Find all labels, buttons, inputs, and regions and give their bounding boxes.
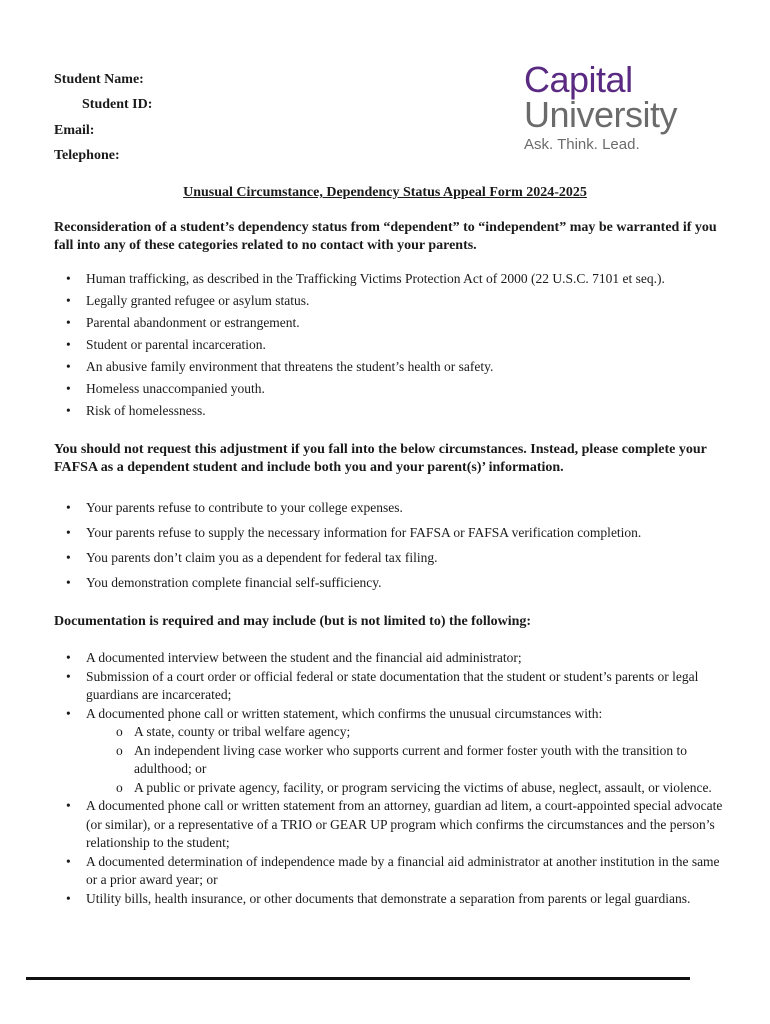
list-item: • Parental abandonment or estrangement. — [54, 312, 734, 334]
list-item: • Submission of a court order or official federal or state documentation that the student or student’s parents or legal guardians are incarcerated; — [54, 668, 734, 705]
list-item: • You demonstration complete financial self-sufficiency. — [54, 570, 734, 595]
list-item: • You parents don’t claim you as a dependent for federal tax filing. — [54, 545, 734, 570]
logo-tagline: Ask. Think. Lead. — [524, 136, 640, 153]
list-item: • A documented interview between the student and the financial aid administrator; — [54, 649, 734, 668]
section1-list — [54, 268, 734, 422]
list-item: • A documented phone call or written statement from an attorney, guardian ad litem, a court-appointed special advocate (or similar), or a representative of a TRIO or GEAR UP program which confirms the circumstances and the person’s relationship to the student; — [54, 797, 734, 853]
logo-line2: University — [524, 94, 678, 135]
section2-list — [54, 495, 734, 595]
list-item: • Human trafficking, as described in the Trafficking Victims Protection Act of 2000 (22 U.S.C. 7101 et seq.). — [54, 268, 734, 290]
student-id-label: Student ID: — [82, 97, 153, 112]
list-item — [54, 705, 734, 798]
list-item-text: A documented phone call or written statement, which confirms the unusual circumstances with: — [86, 705, 603, 721]
list-item: • Student or parental incarceration. — [54, 334, 734, 356]
list-item: • A documented determination of independence made by a financial aid administrator at another institution in the same or a prior award year; or — [54, 853, 734, 890]
logo-line1: Capital — [524, 59, 633, 100]
capital-university-logo — [524, 59, 714, 153]
footer-rule — [26, 977, 690, 980]
email-label: Email: — [54, 123, 95, 138]
list-item: • An abusive family environment that threatens the student’s health or safety. — [54, 356, 734, 378]
sub-list-item: o A state, county or tribal welfare agency; — [86, 723, 734, 742]
list-item: • Utility bills, health insurance, or other documents that demonstrate a separation from parents or legal guardians. — [54, 890, 734, 909]
form-title: Unusual Circumstance, Dependency Status Appeal Form 2024-2025 — [183, 185, 587, 200]
student-name-label: Student Name: — [54, 72, 144, 87]
section3-list — [54, 649, 734, 908]
list-item: • Legally granted refugee or asylum status. — [54, 290, 734, 312]
sub-list-item: o A public or private agency, facility, or program servicing the victims of abuse, neglect, assault, or violence. — [86, 779, 734, 798]
section1-intro: Reconsideration of a student’s dependency status from “dependent” to “independent” may be warranted if you fall into any of these categories related to no contact with your parents. — [54, 220, 717, 253]
list-item: • Homeless unaccompanied youth. — [54, 378, 734, 400]
list-item: • Your parents refuse to supply the necessary information for FAFSA or FAFSA verification completion. — [54, 520, 734, 545]
sub-list-item: o An independent living case worker who supports current and former foster youth with the transition to adulthood; or — [86, 742, 734, 779]
section3-intro: Documentation is required and may include (but is not limited to) the following: — [54, 614, 532, 629]
telephone-label: Telephone: — [54, 148, 120, 163]
sub-list — [86, 723, 734, 797]
section2-intro: You should not request this adjustment if you fall into the below circumstances. Instead, please complete your FAFSA as a dependent student and include both you and your parent(s)’ information. — [54, 442, 707, 475]
list-item: • Your parents refuse to contribute to your college expenses. — [54, 495, 734, 520]
list-item: • Risk of homelessness. — [54, 400, 734, 422]
